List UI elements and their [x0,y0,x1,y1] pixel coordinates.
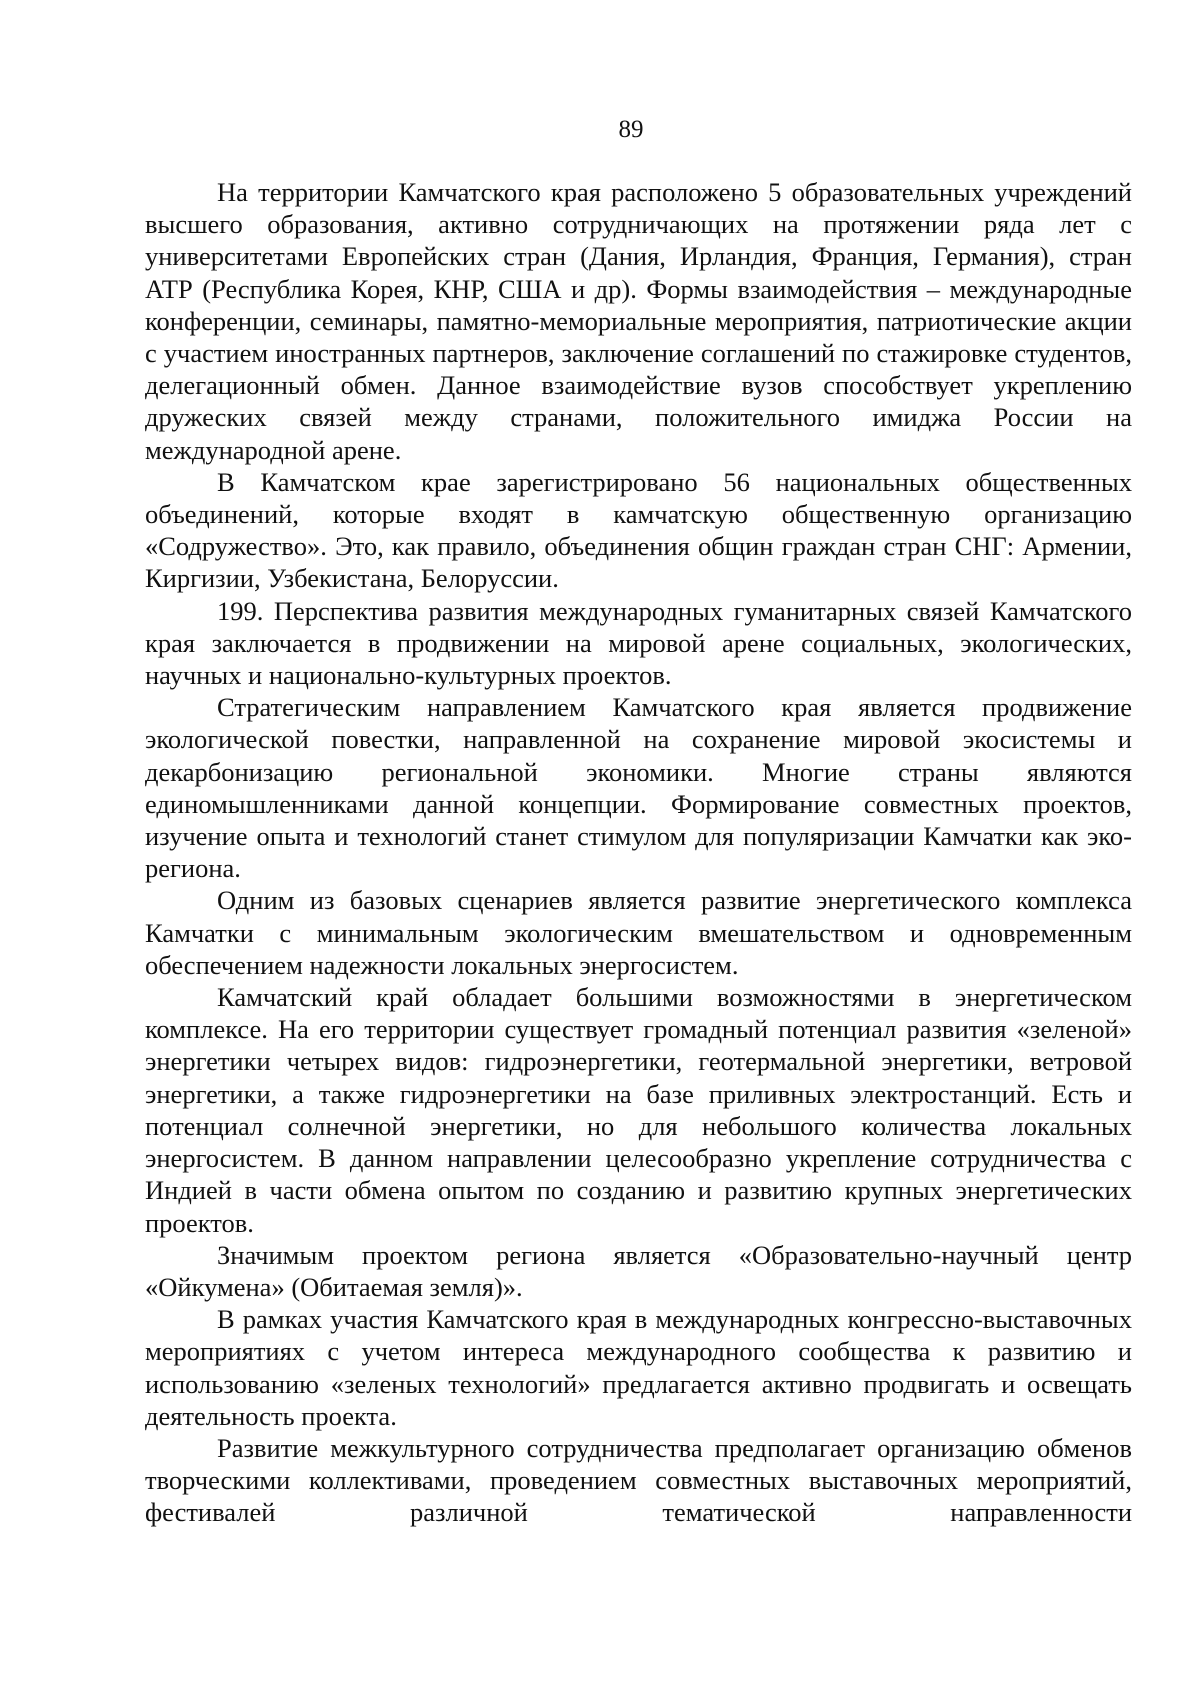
paragraph-oikumena-center: Значимым проектом региона является «Образовательно-научный центр «Ойкумена» (Обитаемая земля)». [145,1239,1132,1302]
page-number: 89 [618,116,644,143]
paragraph-green-energy: Камчатский край обладает большими возможностями в энергетическом комплексе. На его территории существует громадный потенциал развития «зеленой» энергетики четырех видов: гидроэнергетики, геотермальной энергетики, ветровой энергетики, а также гидроэнергетики на базе приливных электростанций. Есть и потенциал солнечной энергетики, но для небольшого количества локальных энергосистем. В данном направлении целесообразно укрепление сотрудничества с Индией в части обмена опытом по созданию и развитию крупных энергетических проектов. [145,982,1132,1238]
paragraph-199-perspective: 199. Перспектива развития международных гуманитарных связей Камчатского края заключается в продвижении на мировой арене социальных, экологических, научных и национально-культурных проектов. [145,595,1132,691]
paragraph-energy-scenario: Одним из базовых сценариев является развитие энергетического комплекса Камчатки с минимальным экологическим вмешательством и одновременным обеспечением надежности локальных энергосистем. [145,885,1132,980]
document-body [145,176,1132,1529]
paragraph-universities: На территории Камчатского края расположено 5 образовательных учреждений высшего образования, активно сотрудничающих на протяжении ряда лет с университетами Европейских стран (Дания, Ирландия, Франция, Германия), стран АТР (Республика Корея, КНР, США и др). Формы взаимодействия – международные конференции, семинары, памятно-мемориальные мероприятия, патриотические акции с участием иностранных партнеров, заключение соглашений по стажировке студентов, делегационный обмен. Данное взаимодействие вузов способствует укреплению дружеских связей между странами, положительного имиджа России на международной арене. [145,177,1132,465]
paragraph-ecological-agenda: Стратегическим направлением Камчатского края является продвижение экологической повестки, направленной на сохранение мировой экосистемы и декарбонизацию региональной экономики. Многие страны являются единомышленниками данной концепции. Формирование совместных проектов, изучение опыта и технологий станет стимулом для популяризации Камчатки как эко-региона. [145,692,1132,884]
paragraph-national-associations: В Камчатском крае зарегистрировано 56 национальных общественных объединений, которые входят в камчатскую общественную организацию «Содружество». Это, как правило, объединения общин граждан стран СНГ: Армении, Киргизии, Узбекистана, Белоруссии. [145,466,1132,594]
paragraph-intercultural-cooperation: Развитие межкультурного сотрудничества предполагает организацию обменов творческими коллективами, проведением совместных выставочных мероприятий, фестивалей различной тематической направленности [145,1432,1132,1528]
paragraph-congress-exhibitions: В рамках участия Камчатского края в международных конгрессно-выставочных мероприятиях с учетом интереса международного сообщества к развитию и использованию «зеленых технологий» предлагается активно продвигать и освещать деятельность проекта. [145,1304,1132,1431]
